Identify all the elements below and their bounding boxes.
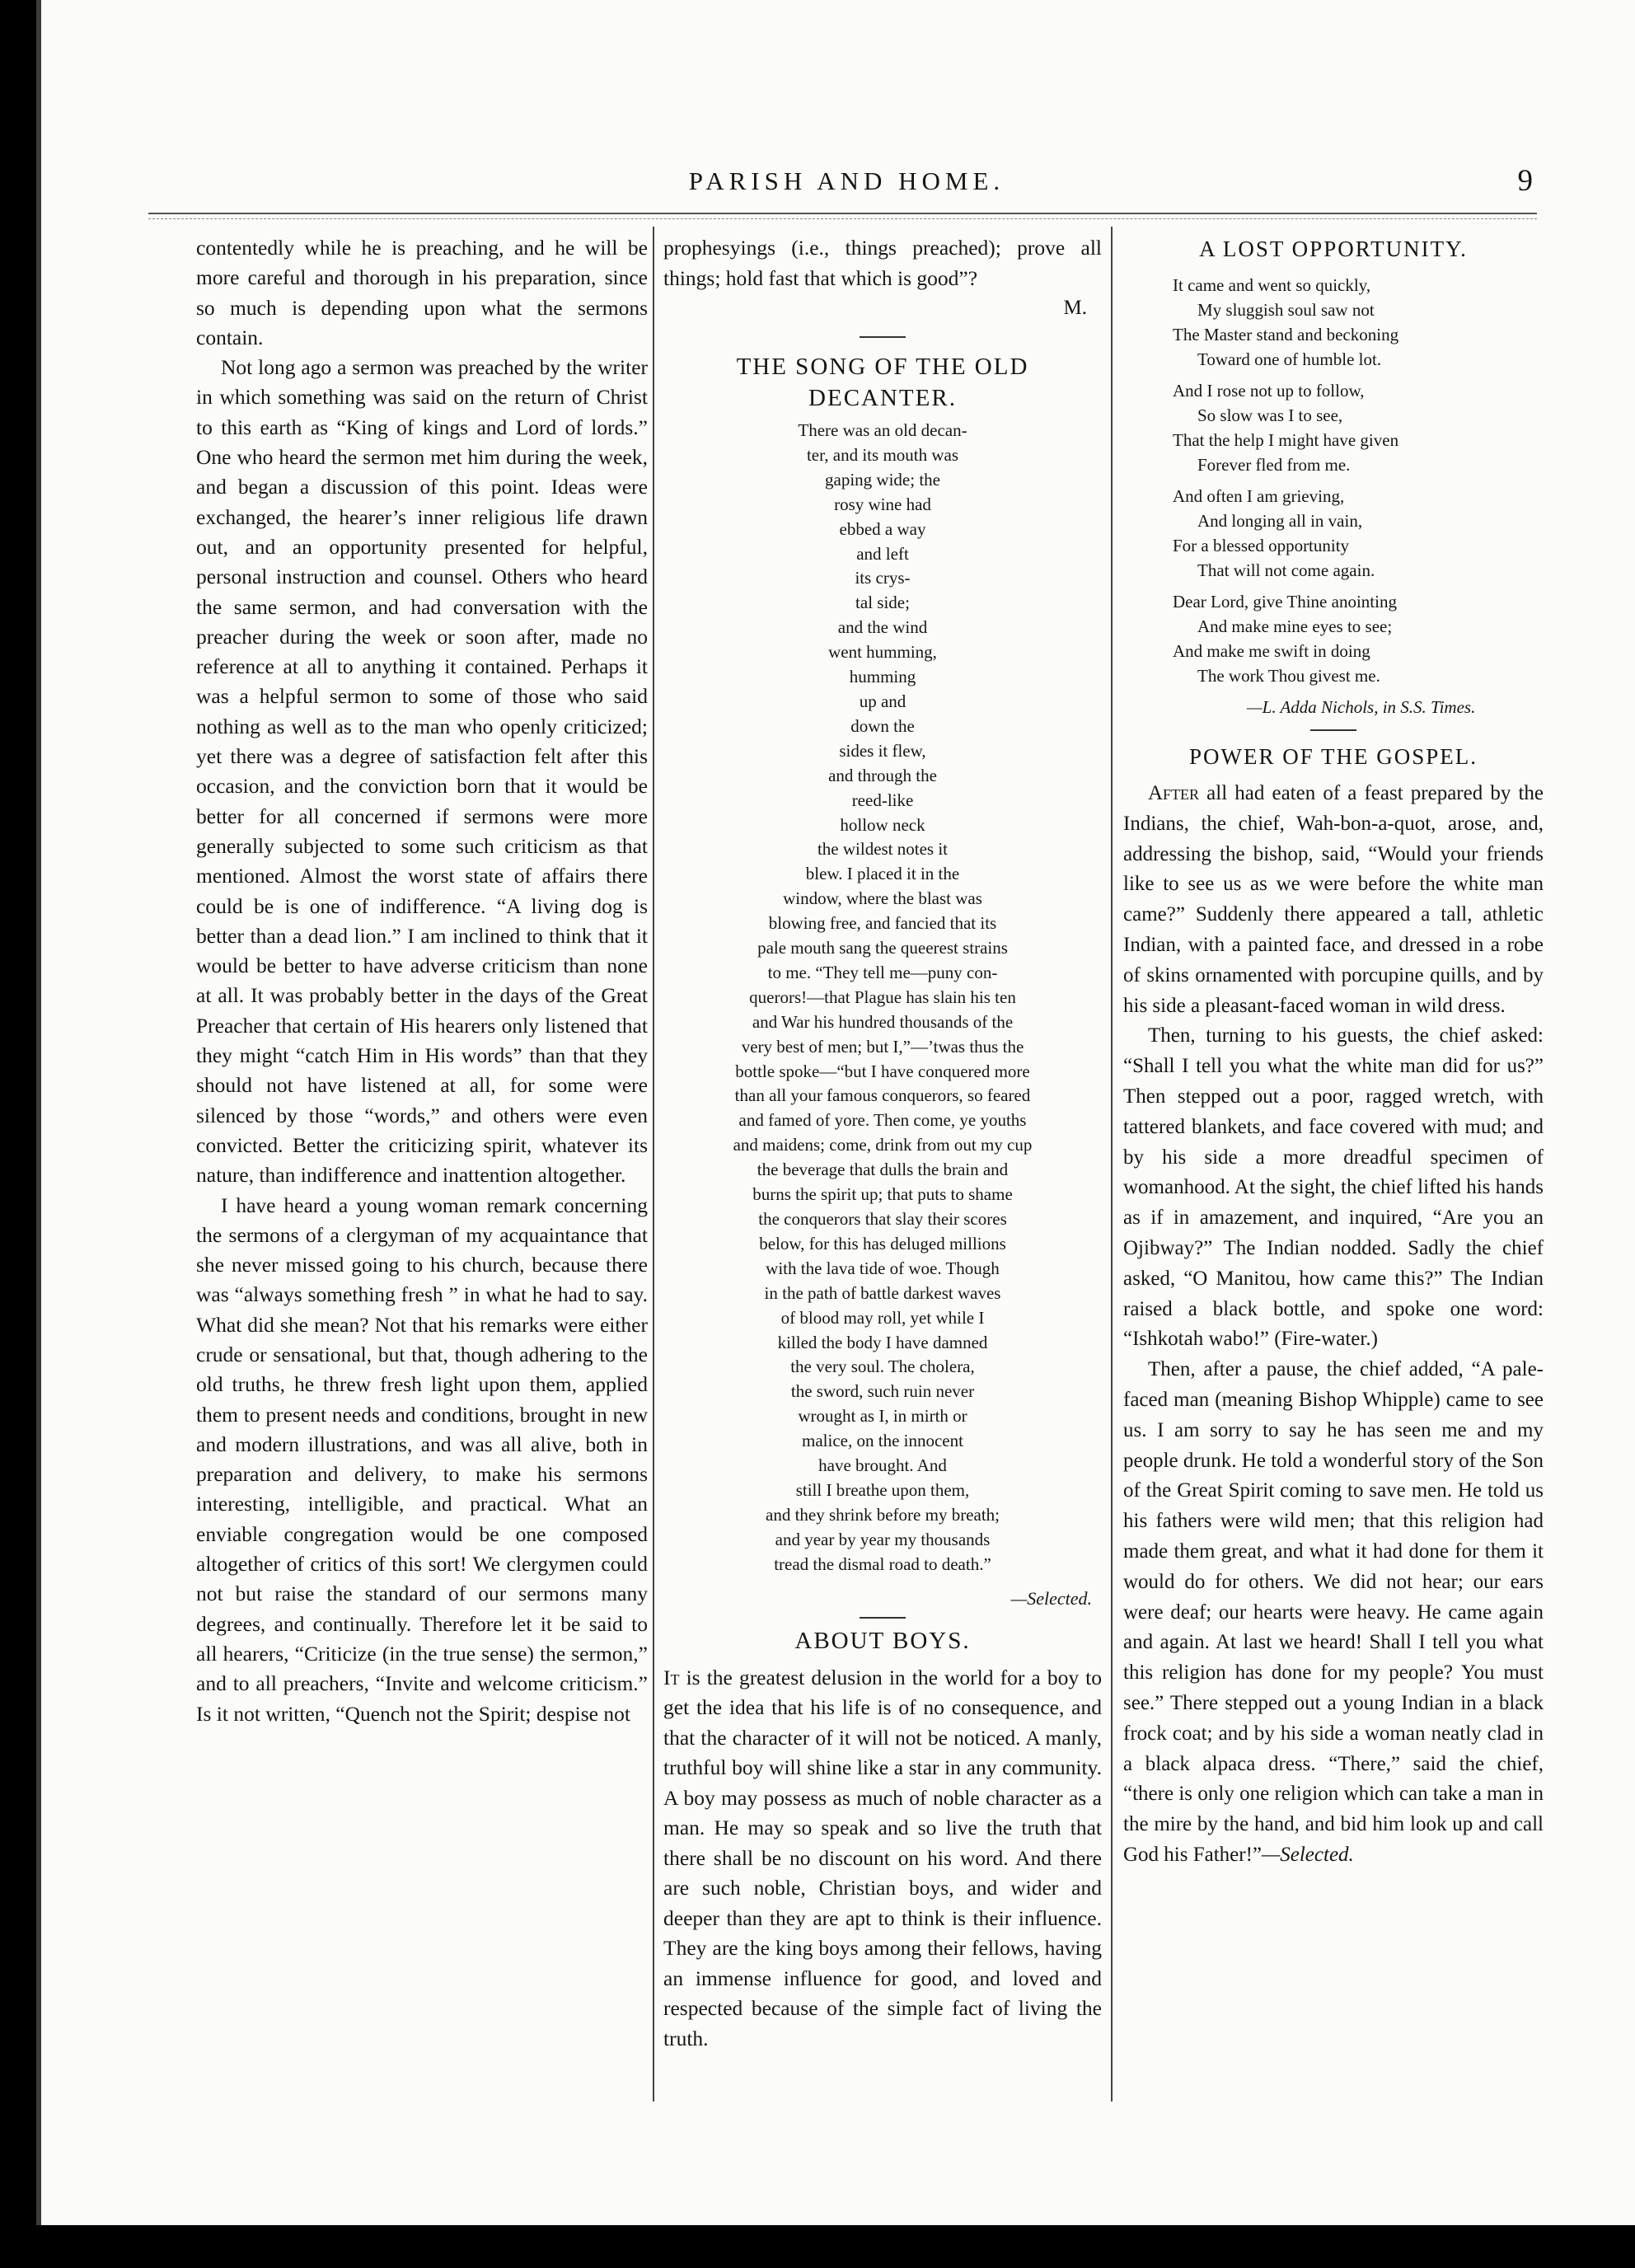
poem-line: It came and went so quickly, xyxy=(1173,275,1371,295)
lost-opportunity-poem xyxy=(1123,273,1544,688)
poem-line: bottle spoke—“but I have conquered more xyxy=(735,1061,1030,1081)
column-2 xyxy=(663,233,1102,2054)
poem-line: and through the xyxy=(828,765,937,785)
poem-line: Toward one of humble lot. xyxy=(1197,349,1382,369)
poem-line: And I rose not up to follow, xyxy=(1173,381,1365,401)
page-number: 9 xyxy=(1517,164,1533,198)
poem-line: and War his hundred thousands of the xyxy=(752,1011,1014,1032)
poem-line: querors!—that Plague has slain his ten xyxy=(749,986,1016,1007)
column-separator-1 xyxy=(653,227,654,2102)
poem-line: The Master stand and beckoning xyxy=(1173,325,1399,344)
poem-line: blowing free, and fancied that its xyxy=(768,913,997,934)
poem-line: And often I am grieving, xyxy=(1173,486,1345,506)
poem-line: rosy wine had xyxy=(834,494,931,514)
poem-title-lost-opportunity: A LOST OPPORTUNITY. xyxy=(1199,237,1468,261)
column-3 xyxy=(1123,233,1544,1871)
poem-line: and they shrink before my breath; xyxy=(766,1504,1000,1525)
poem-line: than all your famous conquerors, so feared xyxy=(734,1085,1031,1106)
gospel-paragraph: Then, turning to his guests, the chief asked: “Shall I tell you what the white man did for us?” Then stepped out a poor, ragged wretch, with tattered blankets, and face covered with mud; and by his side a more dreadful specimen of womanhood. At the sight, the chief lifted his hands as if in amazement, and inquired, “Are you an Ojibway?” The Indian nodded. Sadly the chief asked, “O Manitou, how came this?” The Indian raised a black bottle, and spoke one word: “Ishkotah wabo!” (Fire-water.) xyxy=(1123,1024,1544,1351)
poem-line: That will not come again. xyxy=(1197,560,1375,580)
poem-line: went humming, xyxy=(828,642,937,663)
poem-line: of blood may roll, yet while I xyxy=(780,1307,985,1328)
poem-line: the beverage that dulls the brain and xyxy=(757,1160,1009,1180)
page-header xyxy=(161,166,1533,203)
poem-line: And longing all in vain, xyxy=(1197,511,1363,531)
poem-line: and famed of yore. Then come, ye youths xyxy=(738,1110,1027,1131)
poem-line: Forever fled from me. xyxy=(1197,455,1351,475)
scan-bottom-border xyxy=(0,2225,1635,2268)
poem-line: and the wind xyxy=(837,617,928,638)
poem-line: pale mouth sang the queerest strains xyxy=(757,938,1008,958)
poem-line: That the help I might have given xyxy=(1173,430,1399,450)
poem-line: malice, on the innocent xyxy=(802,1431,963,1451)
poem-line: and year by year my thousands xyxy=(775,1529,991,1549)
article-paragraph: I have heard a young woman remark concerning the sermons of a clergyman of my acquaintance that she never missed going to his church, because there was “always something fresh ” in what he had to say. What did she mean? Not that his remarks were either crude or sensational, but that, though adhering to the old truths, he threw fresh light upon them, applied them to present needs and conditions, brought in new and modern illustrations, and was all alive, both in preparation and delivery, to make his sermons interesting, intelligible, and practical. What an enviable congregation would be one composed altogether of critics of this sort! We clergymen could not but raise the standard of our sermons many degrees, and continually. Therefore let it be said to all hearers, “Criticize (in the true sense) the sermon,” and to all preachers, “Invite and welcome criticism.” Is it not written, “Quench not the Spirit; despise not xyxy=(196,1193,648,1726)
section-rule xyxy=(860,336,906,338)
poem-title-line1: THE SONG OF THE OLD xyxy=(736,354,1029,380)
poem-line: And make me swift in doing xyxy=(1173,641,1370,661)
poem-attribution: —L. Adda Nichols, in S.S. Times. xyxy=(1247,697,1476,717)
poem-line: to me. “They tell me—puny con- xyxy=(767,962,998,982)
header-rule-dashed xyxy=(148,218,1537,219)
gospel-credit: —Selected. xyxy=(1262,1843,1354,1866)
poem-line: And make mine eyes to see; xyxy=(1197,616,1393,636)
poem-line: hollow neck xyxy=(840,814,925,835)
poem-line: below, for this has deluged millions xyxy=(759,1233,1006,1253)
poem-line: So slow was I to see, xyxy=(1197,405,1343,425)
poem-line: and left xyxy=(856,543,909,564)
poem-line: wrought as I, in mirth or xyxy=(798,1406,967,1427)
section-rule xyxy=(860,1617,906,1619)
article-paragraph: Not long ago a sermon was preached by the writer in which something was said on the return of Christ to this earth as “King of kings and Lord of lords.” One who heard the sermon met him during the week, and began a discussion of this point. Ideas were exchanged, the hearer’s inner religious life drawn out, and an opportunity presented for helpful, personal instruction and counsel. Others who heard the same sermon, and had conversation with the preacher during the week or soon after, made no reference at all to anything it contained. Perhaps it was a helpful sermon to some of those who said nothing as well as to the man who openly criticized; yet there was a degree of satisfaction felt after this occasion, and the conviction born that it would be better for all concerned if sermons were more generally subjected to some such criticism as that mentioned. Almost the worst state of affairs there could be is one of indifference. “A living dog is better than a dead lion.” I am inclined to think that it would be better to have adverse criticism than none at all. It was probably better in the days of the Great Preacher that certain of His hearers only listened that they might “catch Him in His words” than that they should not have listened at all, for some were silenced by those “words,” and others were even convicted. Better the criticizing spirit, whatever its nature, than indifference and inattention altogether. xyxy=(196,355,648,1188)
poem-line: still I breathe upon them, xyxy=(795,1479,970,1500)
gospel-text: Then, after a pause, the chief added, “A pale-faced man (meaning Bishop Whipple) came to see us. I am sorry to say he has seen me and my people drunk. He told a wonderful story of the Son of the Great Spirit coming to save men. He told us his fathers were wild men; that this religion had made them great, and what it had done for them it would do for others. We did not hear; our ears were deaf; our hearts were heavy. He came again and again. At last we heard! Shall I tell you what this religion has done for my people? You must see.” There stepped out a young Indian in a black frock coat; and by his side a woman neatly clad in a black alpaca dress. “There,” said the chief, “there is only one religion which can take a man in the mire by the hand, and bid him look up and call God his Father!” xyxy=(1123,1358,1544,1866)
poem-line: ebbed a way xyxy=(839,518,926,539)
poem-title-line2: DECANTER. xyxy=(808,385,957,411)
poem-line: and maidens; come, drink from out my cup xyxy=(733,1135,1033,1155)
poem-line: up and xyxy=(859,691,907,711)
poem-stanza xyxy=(1173,378,1544,477)
about-boys-paragraph xyxy=(663,1663,1102,2055)
poem-line: burns the spirit up; that puts to shame xyxy=(752,1184,1013,1205)
poem-line: Dear Lord, give Thine anointing xyxy=(1173,592,1397,612)
poem-line: ter, and its mouth was xyxy=(806,444,959,465)
poem-line: gaping wide; the xyxy=(825,469,940,490)
article-continuation: prophesyings (i.e., things preached); prove all things; hold fast that which is good”? xyxy=(663,236,1102,290)
gospel-paragraph xyxy=(1123,1355,1544,1871)
article-signature: M. xyxy=(1063,297,1087,319)
poem-line: the very soul. The cholera, xyxy=(790,1357,975,1377)
poem-line: sides it flew, xyxy=(839,740,926,761)
poem-stanza xyxy=(1173,273,1544,372)
page-binding-edge xyxy=(36,0,41,2225)
poem-line: the sword, such ruin never xyxy=(790,1381,975,1402)
poem-line: window, where the blast was xyxy=(783,888,982,909)
about-boys-text: is the greatest delusion in the world for a boy to get the idea that his life is of no consequence, and that the character of it will not be noticed. A manly, truthful boy will shine like a star in any community. A boy may possess as much of noble character as a man. He may so speak and so live the truth that there shall be no discount on his word. And there are such noble, Christian boys, and wider and deeper than they are apt to think is their influence. They are the king boys among their fellows, having an immense influence for good, and loved and respected because of the simple fact of living the truth. xyxy=(663,1665,1102,2050)
gospel-text: all had eaten of a feast prepared by the Indians, the chief, Wah-bon-a-quot, arose, and, addressing the bishop, said, “Would your friends like to see us as we were before the white man came?” Suddenly there appeared a tall, athletic Indian, with a painted face, and dressed in a robe of skins ornamented with porcupine quills, and by his side a pleasant-faced woman in wild dress. xyxy=(1123,782,1544,1017)
poem-line: humming xyxy=(849,667,916,687)
decanter-poem xyxy=(663,419,1102,1577)
poem-line: killed the body I have damned xyxy=(777,1332,988,1352)
poem-line: My sluggish soul saw not xyxy=(1197,300,1375,320)
lead-word: It xyxy=(663,1665,680,1689)
poem-stanza xyxy=(1173,589,1544,688)
gospel-paragraph xyxy=(1123,779,1544,1021)
column-1 xyxy=(196,233,648,1729)
poem-line: blew. I placed it in the xyxy=(805,864,960,884)
poem-line: the conquerors that slay their scores xyxy=(758,1209,1007,1229)
running-title: PARISH AND HOME. xyxy=(688,166,1005,195)
section-title-about-boys: ABOUT BOYS. xyxy=(794,1627,971,1654)
poem-line: its crys- xyxy=(855,568,911,588)
poem-line: down the xyxy=(850,715,915,736)
poem-stanza xyxy=(1173,484,1544,583)
poem-line: For a blessed opportunity xyxy=(1173,536,1350,555)
column-separator-2 xyxy=(1111,227,1113,2102)
header-rule xyxy=(148,213,1537,214)
poem-line: the wildest notes it xyxy=(817,839,949,860)
poem-line: tread the dismal road to death.” xyxy=(774,1553,991,1574)
poem-line: There was an old decan- xyxy=(798,420,967,440)
poem-line: very best of men; but I,”—’twas thus the xyxy=(741,1036,1024,1057)
poem-line: have brought. And xyxy=(818,1455,947,1476)
poem-line: The work Thou givest me. xyxy=(1197,666,1380,686)
lead-word: After xyxy=(1148,782,1200,804)
poem-line: in the path of battle darkest waves xyxy=(764,1282,1001,1303)
poem-line: tal side; xyxy=(855,593,910,613)
poem-line: with the lava tide of woe. Though xyxy=(766,1258,1000,1278)
poem-credit: —Selected. xyxy=(1010,1587,1092,1609)
section-rule xyxy=(1310,729,1356,731)
poem-line: reed-like xyxy=(851,790,914,810)
section-title-power-of-gospel: POWER OF THE GOSPEL. xyxy=(1188,744,1478,769)
article-paragraph: contentedly while he is preaching, and he will be more careful and thorough in his preparation, since so much is depending upon what the sermons contain. xyxy=(196,236,648,349)
